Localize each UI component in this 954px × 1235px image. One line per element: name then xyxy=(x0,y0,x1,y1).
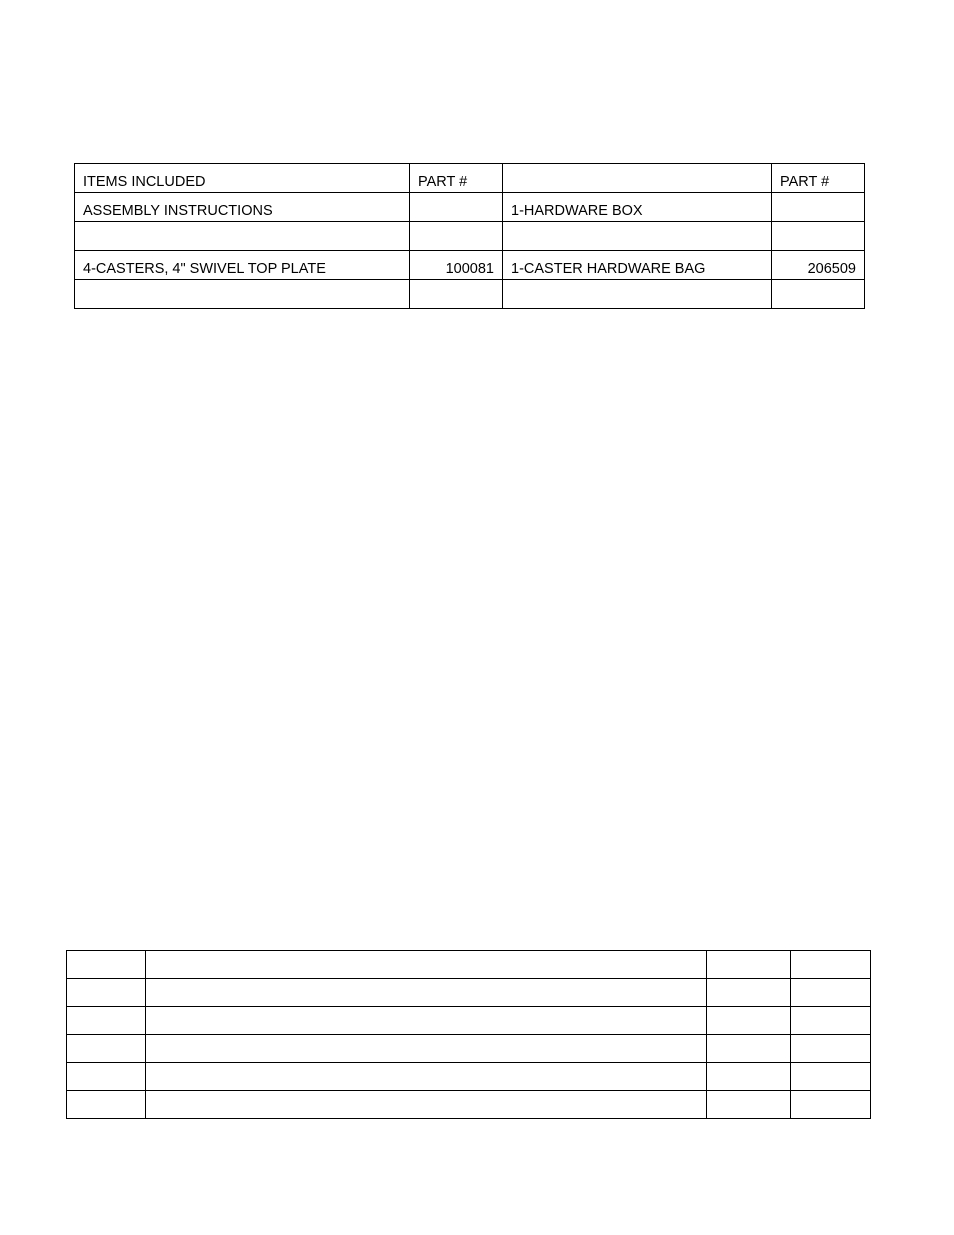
empty-cell xyxy=(67,1007,146,1035)
empty-cell xyxy=(67,951,146,979)
empty-cell xyxy=(791,951,871,979)
empty-cell xyxy=(67,979,146,1007)
header-part-number: PART # xyxy=(410,164,503,193)
header-blank xyxy=(503,164,772,193)
empty-cell xyxy=(146,1035,707,1063)
item-cell: ASSEMBLY INSTRUCTIONS xyxy=(75,193,410,222)
part-number-cell xyxy=(410,280,503,309)
empty-cell xyxy=(707,1091,791,1119)
empty-cell xyxy=(67,1063,146,1091)
empty-cell xyxy=(791,1063,871,1091)
part-number-cell: 206509 xyxy=(772,251,865,280)
empty-cell xyxy=(791,1091,871,1119)
empty-cell xyxy=(146,951,707,979)
empty-cell xyxy=(791,1007,871,1035)
table-row xyxy=(75,222,865,251)
item-cell: 4-CASTERS, 4" SWIVEL TOP PLATE xyxy=(75,251,410,280)
empty-cell xyxy=(791,979,871,1007)
part-number-cell xyxy=(410,193,503,222)
table-row xyxy=(67,951,871,979)
item-cell xyxy=(75,280,410,309)
table-header-row xyxy=(75,164,865,193)
item-cell: 1-CASTER HARDWARE BAG xyxy=(503,251,772,280)
part-number-cell: 100081 xyxy=(410,251,503,280)
header-part-number-2: PART # xyxy=(772,164,865,193)
item-cell: 1-HARDWARE BOX xyxy=(503,193,772,222)
table-row xyxy=(75,251,865,280)
part-number-cell xyxy=(772,280,865,309)
empty-cell xyxy=(707,1063,791,1091)
blank-parts-table xyxy=(66,950,871,1119)
empty-cell xyxy=(707,1007,791,1035)
header-items-included: ITEMS INCLUDED xyxy=(75,164,410,193)
empty-cell xyxy=(146,1063,707,1091)
item-cell xyxy=(503,280,772,309)
empty-cell xyxy=(791,1035,871,1063)
empty-cell xyxy=(707,951,791,979)
empty-cell xyxy=(146,1091,707,1119)
part-number-cell xyxy=(410,222,503,251)
empty-cell xyxy=(146,1007,707,1035)
empty-cell xyxy=(707,979,791,1007)
part-number-cell xyxy=(772,193,865,222)
item-cell xyxy=(75,222,410,251)
part-number-cell xyxy=(772,222,865,251)
table-row xyxy=(67,1035,871,1063)
table-row xyxy=(67,1091,871,1119)
table-row xyxy=(75,193,865,222)
table-row xyxy=(67,1007,871,1035)
items-included-table xyxy=(74,163,865,309)
table-row xyxy=(75,280,865,309)
empty-cell xyxy=(67,1035,146,1063)
item-cell xyxy=(503,222,772,251)
empty-cell xyxy=(707,1035,791,1063)
empty-cell xyxy=(146,979,707,1007)
table-row xyxy=(67,979,871,1007)
empty-cell xyxy=(67,1091,146,1119)
table-row xyxy=(67,1063,871,1091)
